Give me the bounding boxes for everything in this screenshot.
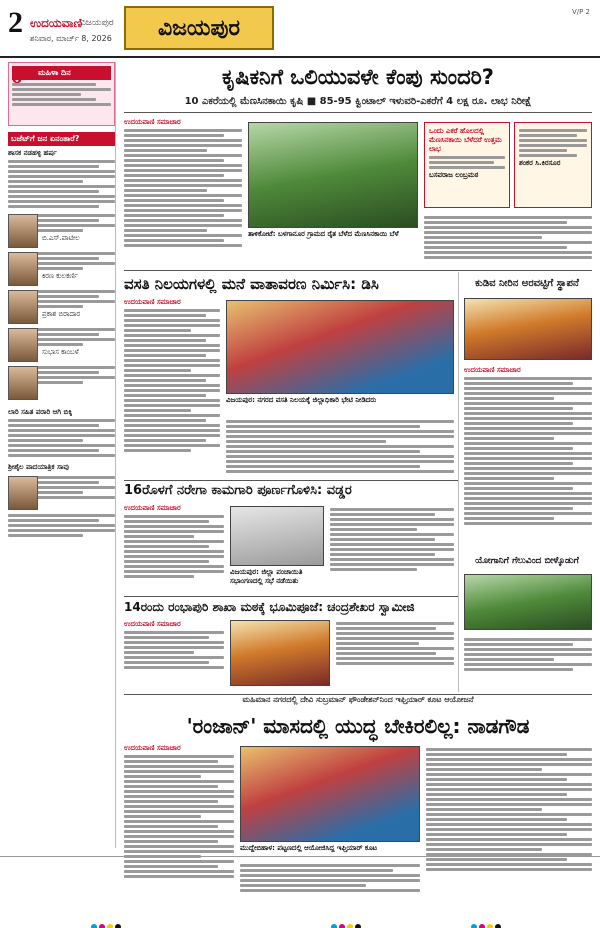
lead-headline: ಕೃಷಿಕನಿಗೆ ಒಲಿಯುವಳೇ ಕೆಂಪು ಸುಂದರಿ? (222, 65, 494, 89)
iftar-photo (240, 746, 420, 842)
nrega-story-text-2 (330, 506, 454, 594)
math-story-text (124, 620, 224, 692)
water-photo (464, 298, 592, 360)
edition-date: ಶನಿವಾರ, ಮಾರ್ಚ್ 8, 2026 (30, 34, 112, 43)
nrega-byline: ಉದಯವಾಣಿ ಸಮಾಚಾರ (124, 504, 181, 512)
hostel-headline: ವಸತಿ ನಿಲಯಗಳಲ್ಲಿ ಮನೆ ವಾತಾವರಣ ನಿರ್ಮಿಸಿ: ಡಿಸಿ (124, 275, 379, 293)
registration-dots (330, 915, 362, 928)
side-quote-author: ಶಂಕರ ಸಿ.ಕಿರಸೂರ (519, 159, 561, 167)
opinion-item (8, 364, 115, 402)
registration-dots (90, 915, 122, 928)
farewell-story-text (464, 636, 592, 690)
hostel-photo-caption: ವಿಜಯಪುರ: ನಗರದ ವಸತಿ ನಿಲಯಕ್ಕೆ ಜಿಲ್ಲಾಧಿಕಾರಿ ಭೇಟಿ ನೀಡಿದರು (226, 396, 377, 404)
nrega-photo-caption: ವಿಜಯಪುರ: ಜಿಲ್ಲಾ ಪಂಚಾಯಿತಿ ಸಭಾಂಗಣದಲ್ಲಿ ಸಭೆ ನಡೆಯಿತು (230, 568, 303, 585)
left-story-head: ಶಾಸಕ ನಡಹಳ್ಳಿ ಹರ್ಷ (8, 149, 57, 157)
nrega-headline: 16ರೊಳಗೆ ನರೇಗಾ ಕಾಮಗಾರಿ ಪೂರ್ಣಗೊಳಿಸಿ: ವಡ್ಡರ (124, 483, 352, 498)
iftar-strip: ಮಹಿಮಾನ ನಗರದಲ್ಲಿ ದೇವಿ ಸುಬ್ರಮಾನ್ ಫೌಂಡೇಶನ್‌ನಿಂದ ಇಫ್ತಿಯಾರ್ ಕೂಟ ಆಯೋಜನೆ (124, 694, 592, 708)
portrait-photo (8, 366, 38, 400)
portrait-photo (8, 290, 38, 324)
left-bottom-head-2: ಶ್ರೀಶೈಲ ಪಾದಯಾತ್ರಿಕ ಸಾವು (8, 463, 69, 471)
side-quote-box (514, 122, 592, 208)
ramzan-byline: ಉದಯವಾಣಿ ಸಮಾಚಾರ (124, 744, 181, 752)
portrait-photo (8, 476, 38, 510)
iftar-photo-caption: ಮುದ್ದೇಬಿಹಾಳ: ಪಟ್ಟಣದಲ್ಲಿ ಆಯೋಜಿಸಿದ್ದ ಇಫ್ತಿಯಾರ್ ಕೂಟ (240, 844, 378, 852)
hostel-story-text (124, 298, 220, 478)
person-name: ಪ್ರಕಾಶ ಬಿರಾದಾರ (42, 310, 81, 318)
lead-subheadline: 10 ಎಕರೆಯಲ್ಲಿ ಮೆಣಸಿನಕಾಯಿ ಕೃಷಿ ■ 85-95 ಕ್ವಿಂಟಾಲ್ ಇಳುವರಿ-ಎಕರೆಗೆ 4 ಲಕ್ಷ ರೂ. ಲಾಭ ನಿರೀಕ್ಷೆ (184, 96, 532, 107)
math-story-text-2 (336, 620, 454, 692)
lead-photo-caption: ತಾಳಿಕೋಟೆ: ಬಳಗಾನೂರ ಗ್ರಾಮದ ರೈತ ಬೆಳೆದ ಮೆಣಸಿನಕಾಯಿ ಬೆಳೆ (248, 230, 399, 238)
water-story-text (464, 366, 592, 550)
edition-city: ವಿಜಯಪುರ (80, 18, 114, 28)
section-banner: ವಿಜಯಪುರ (124, 6, 274, 50)
paper-name: ಉದಯವಾಣಿ (30, 16, 83, 30)
opinion-item (8, 288, 115, 326)
lead-byline: ಉದಯವಾಣಿ ಸಮಾಚಾರ (124, 118, 181, 126)
math-photo (230, 620, 330, 686)
masthead (0, 0, 600, 58)
lead-photo (248, 122, 418, 228)
hostel-byline: ಉದಯವಾಣಿ ಸಮಾಚಾರ (124, 298, 181, 306)
lead-quote-box (424, 122, 510, 208)
lead-quote: ಒಂದು ಎಕರೆ ಹೊಲದಲ್ಲಿ ಮೆಣಸಿನಕಾಯಿ ಬೆಳೆದರೆ ಉತ್ತಮ ಲಾಭ (429, 127, 502, 153)
registration-dots (470, 915, 502, 928)
portrait-photo (8, 328, 38, 362)
womens-day-number: 8 (12, 66, 22, 88)
opinion-item (8, 250, 115, 288)
portrait-photo (8, 252, 38, 286)
page-footer (0, 856, 600, 928)
page-number: 2 (8, 6, 23, 39)
person-name: ಬಿ.ಎಸ್.ಪಾಟೀಲ (42, 234, 80, 242)
main-column (124, 62, 592, 852)
ramzan-headline: 'ರಂಜಾನ್' ಮಾಸದಲ್ಲಿ ಯುದ್ಧ ಬೇಕಿರಲಿಲ್ಲ: ನಾಡಗೌಡ (186, 714, 530, 738)
hostel-story-text-2 (226, 418, 454, 478)
womens-day-box (8, 62, 115, 126)
lead-quote-author: ಬಸವರಾಜ ಲಂಬ್ರಮಠ (429, 171, 479, 179)
math-headline: 14ರಂದು ರಂಭಾಪುರಿ ಶಾಖಾ ಮಠಕ್ಕೆ ಭೂಮಿಪೂಜೆ: ಚಂದ್ರಶೇಖರ ಸ್ವಾಮೀಜಿ (124, 600, 415, 614)
farewell-photo (464, 574, 592, 630)
opinion-item (8, 326, 115, 364)
portrait-photo (8, 214, 38, 248)
hostel-photo (226, 300, 454, 394)
lead-story-text-2 (424, 214, 592, 268)
corner-mark: V/P 2 (571, 8, 590, 16)
opinion-item (8, 212, 115, 250)
left-column (8, 62, 116, 848)
person-name: ಕಿರಣ ಕುಲಕರ್ಣಿ (42, 272, 78, 280)
left-bottom-head: ಲಾರಿ ಸಹಿತ ಪರಾರಿ ಆಗಿ ಬಿಕ್ಕಿ (8, 408, 73, 416)
budget-box-head: ಬಜೆಟ್‌ಗೆ ಜನ ಏನಂತಾರೆ? (8, 132, 115, 146)
person-name: ಸುಭಾಸ ಕಾಂಬಳೆ (42, 348, 79, 356)
womens-day-title: ಮಹಿಳಾ ದಿನ (12, 66, 111, 80)
lead-story-text (124, 118, 242, 268)
nrega-photo (230, 506, 324, 566)
math-byline: ಉದಯವಾಣಿ ಸಮಾಚಾರ (124, 620, 181, 628)
water-byline: ಉದಯವಾಣಿ ಸಮಾಚಾರ (464, 366, 521, 374)
nrega-story-text (124, 504, 224, 594)
farewell-headline: ಯೋಗಾನಿಗೆ ಗೆಲುವಿಂದ ಬೀಳ್ಕೊಡುಗೆ (475, 556, 579, 566)
water-headline: ಕುಡಿವ ನೀರಿನ ಅರವಟ್ಟಿಗೆ ಸ್ಥಾಪನೆ (475, 278, 579, 289)
